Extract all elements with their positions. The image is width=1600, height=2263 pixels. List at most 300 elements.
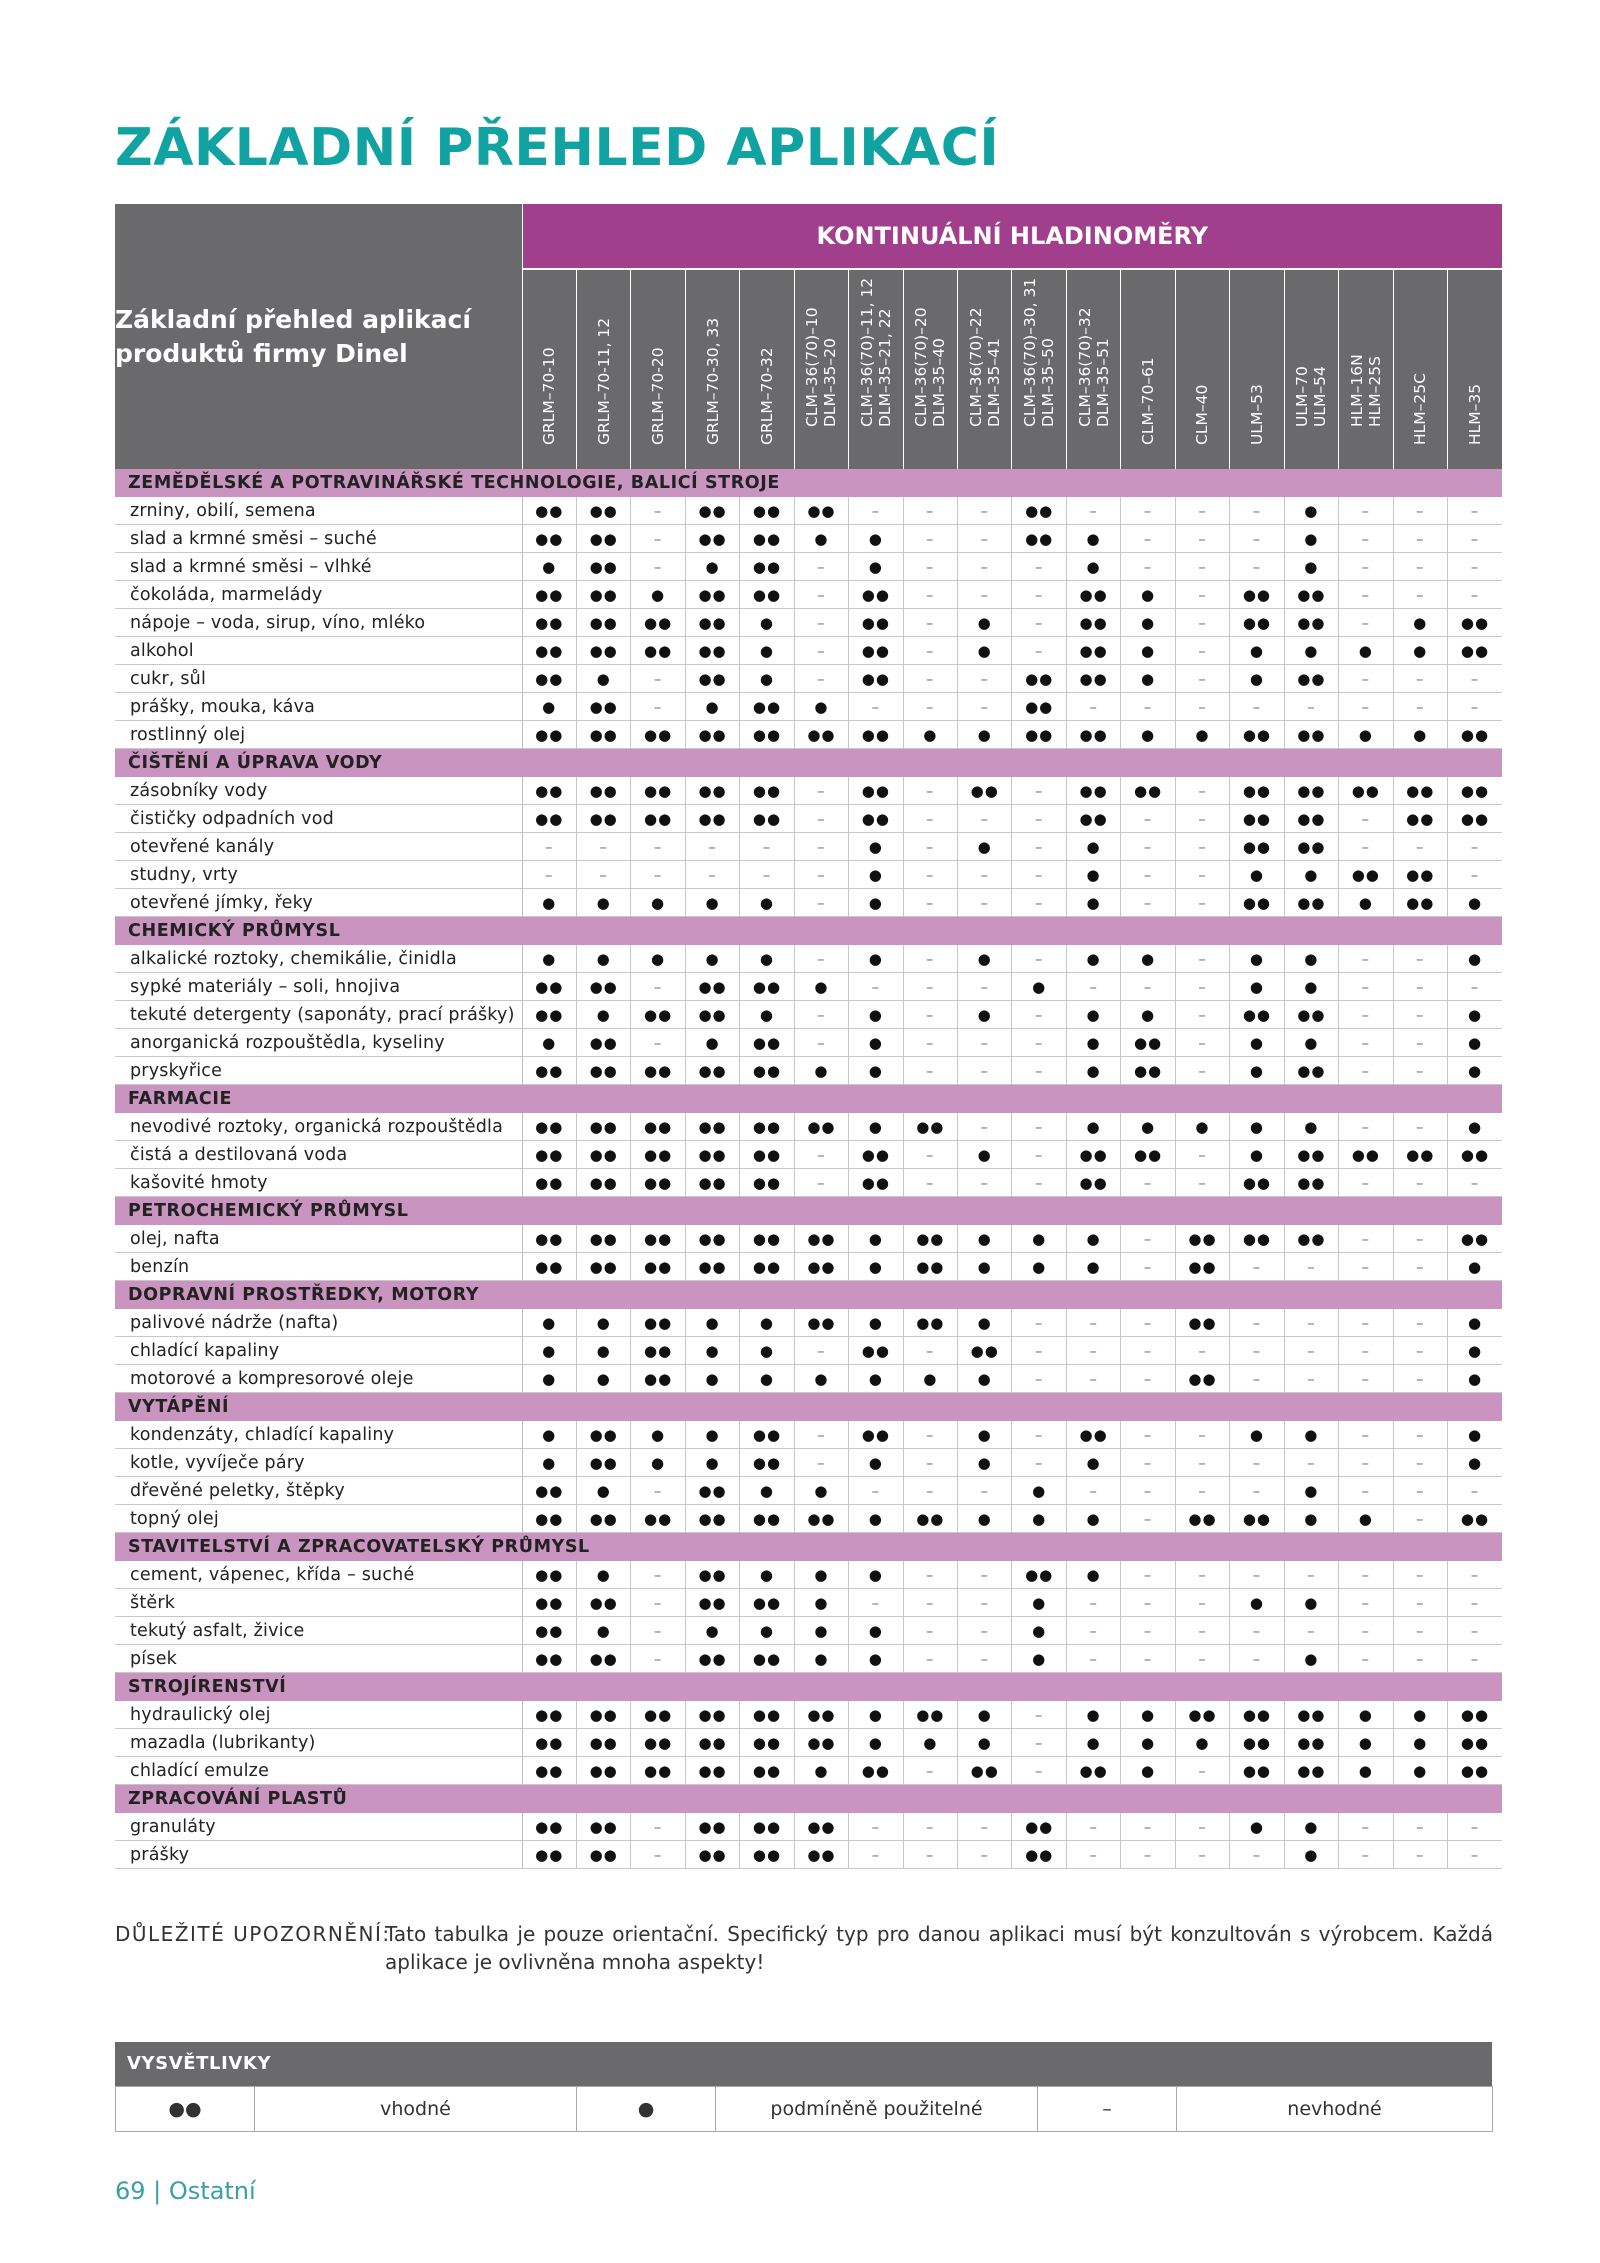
suitability-cell: ●● bbox=[849, 1757, 903, 1785]
suitability-cell: – bbox=[1393, 693, 1447, 721]
suitability-cell: – bbox=[576, 833, 630, 861]
column-header bbox=[1339, 269, 1393, 469]
suitability-cell: ● bbox=[740, 637, 794, 665]
suitability-cell: – bbox=[1447, 973, 1502, 1001]
suitability-cell: ●● bbox=[576, 1029, 630, 1057]
suitability-cell: – bbox=[1339, 1561, 1393, 1589]
suitability-cell: ●● bbox=[1284, 1225, 1338, 1253]
suitability-cell: – bbox=[1175, 945, 1229, 973]
suitability-cell: – bbox=[1393, 973, 1447, 1001]
suitability-cell: ● bbox=[1230, 945, 1284, 973]
suitability-cell: ● bbox=[631, 1449, 685, 1477]
suitability-cell: ● bbox=[849, 945, 903, 973]
suitability-cell: ● bbox=[1447, 1421, 1502, 1449]
suitability-cell: ●● bbox=[1066, 637, 1120, 665]
suitability-cell: ● bbox=[1121, 581, 1175, 609]
suitability-cell: ●● bbox=[740, 497, 794, 525]
suitability-cell: ●● bbox=[1066, 1141, 1120, 1169]
application-name: dřevěné peletky, štěpky bbox=[115, 1477, 522, 1505]
suitability-cell: – bbox=[1230, 525, 1284, 553]
column-header bbox=[849, 269, 903, 469]
suitability-cell: – bbox=[958, 1477, 1012, 1505]
suitability-cell: ● bbox=[1447, 1365, 1502, 1393]
application-name: rostlinný olej bbox=[115, 721, 522, 749]
suitability-cell: – bbox=[1230, 1617, 1284, 1645]
section-title: DOPRAVNÍ PROSTŘEDKY, MOTORY bbox=[115, 1281, 1502, 1310]
suitability-cell: – bbox=[631, 693, 685, 721]
table-row bbox=[115, 1141, 1502, 1169]
section-header-row bbox=[115, 469, 1502, 497]
suitability-cell: – bbox=[794, 1001, 848, 1029]
suitability-cell: – bbox=[631, 1029, 685, 1057]
suitability-cell: ●● bbox=[1230, 609, 1284, 637]
suitability-cell: ●● bbox=[685, 1589, 739, 1617]
suitability-cell: ●● bbox=[631, 609, 685, 637]
suitability-cell: – bbox=[794, 1029, 848, 1057]
suitability-cell: ●● bbox=[1121, 777, 1175, 805]
suitability-cell: ● bbox=[794, 1057, 848, 1085]
suitability-cell: ● bbox=[1447, 1309, 1502, 1337]
suitability-cell: ●● bbox=[849, 1337, 903, 1365]
suitability-cell: ●● bbox=[576, 1589, 630, 1617]
suitability-cell: – bbox=[903, 1057, 957, 1085]
suitability-cell: ●● bbox=[1284, 889, 1338, 917]
suitability-cell: – bbox=[1121, 1617, 1175, 1645]
suitability-cell: – bbox=[1447, 525, 1502, 553]
suitability-cell: ●● bbox=[1393, 889, 1447, 917]
suitability-cell: – bbox=[903, 861, 957, 889]
suitability-cell: ● bbox=[1121, 1757, 1175, 1785]
suitability-cell: – bbox=[1393, 1477, 1447, 1505]
column-header bbox=[576, 269, 630, 469]
suitability-cell: – bbox=[631, 861, 685, 889]
suitability-cell: ● bbox=[794, 1477, 848, 1505]
suitability-cell: ● bbox=[1447, 945, 1502, 973]
suitability-cell: ● bbox=[849, 1309, 903, 1337]
suitability-cell: – bbox=[1175, 1645, 1229, 1673]
suitability-cell: ● bbox=[1230, 637, 1284, 665]
column-header-line: GRLM–70-32 bbox=[757, 347, 776, 445]
suitability-cell: ●● bbox=[1230, 1757, 1284, 1785]
suitability-cell: ●● bbox=[576, 1421, 630, 1449]
suitability-cell: ●● bbox=[958, 777, 1012, 805]
column-header bbox=[903, 269, 957, 469]
suitability-cell: – bbox=[1012, 945, 1066, 973]
column-header-label bbox=[1139, 357, 1157, 445]
table-row bbox=[115, 1701, 1502, 1729]
suitability-cell: – bbox=[1393, 1253, 1447, 1281]
suitability-cell: – bbox=[1121, 1365, 1175, 1393]
suitability-cell: – bbox=[631, 665, 685, 693]
suitability-cell: ● bbox=[1175, 721, 1229, 749]
suitability-cell: ●● bbox=[1284, 1169, 1338, 1197]
suitability-cell: ● bbox=[740, 1365, 794, 1393]
application-name: studny, vrty bbox=[115, 861, 522, 889]
suitability-cell: – bbox=[1339, 945, 1393, 973]
suitability-cell: ●● bbox=[631, 1729, 685, 1757]
suitability-cell: – bbox=[1121, 1477, 1175, 1505]
suitability-cell: – bbox=[794, 609, 848, 637]
suitability-cell: – bbox=[794, 665, 848, 693]
suitability-cell: ●● bbox=[1012, 1841, 1066, 1869]
suitability-cell: – bbox=[1175, 861, 1229, 889]
suitability-cell: – bbox=[631, 1561, 685, 1589]
suitability-cell: – bbox=[1339, 1337, 1393, 1365]
suitability-cell: ● bbox=[522, 1449, 576, 1477]
column-header-line: CLM–40 bbox=[1193, 384, 1212, 445]
column-header-line: GRLM–70-20 bbox=[649, 347, 668, 445]
application-name: sypké materiály – soli, hnojiva bbox=[115, 973, 522, 1001]
suitability-cell: ● bbox=[1284, 1113, 1338, 1141]
suitability-cell: ●● bbox=[522, 1645, 576, 1673]
suitability-cell: ● bbox=[1066, 1701, 1120, 1729]
suitability-cell: – bbox=[1175, 777, 1229, 805]
application-name: čokoláda, marmelády bbox=[115, 581, 522, 609]
column-header bbox=[685, 269, 739, 469]
suitability-cell: ● bbox=[1339, 1757, 1393, 1785]
suitability-cell: – bbox=[1012, 1029, 1066, 1057]
suitability-cell: ● bbox=[849, 1365, 903, 1393]
section-title: ČIŠTĚNÍ A ÚPRAVA VODY bbox=[115, 749, 1502, 778]
suitability-cell: ● bbox=[1066, 1113, 1120, 1141]
column-header-label bbox=[649, 347, 667, 445]
suitability-cell: ●● bbox=[1284, 1701, 1338, 1729]
application-name: tekutý asfalt, živice bbox=[115, 1617, 522, 1645]
suitability-cell: ●● bbox=[631, 1225, 685, 1253]
suitability-cell: – bbox=[1012, 1057, 1066, 1085]
suitability-cell: ●● bbox=[794, 1253, 848, 1281]
application-name: cement, vápenec, křída – suché bbox=[115, 1561, 522, 1589]
suitability-cell: ●● bbox=[685, 497, 739, 525]
suitability-cell: ●● bbox=[522, 1589, 576, 1617]
suitability-cell: ● bbox=[1066, 1029, 1120, 1057]
suitability-cell: ●● bbox=[1393, 861, 1447, 889]
suitability-cell: ● bbox=[849, 1113, 903, 1141]
suitability-cell: ● bbox=[1012, 1645, 1066, 1673]
suitability-cell: – bbox=[1339, 833, 1393, 861]
suitability-cell: – bbox=[1175, 1029, 1229, 1057]
column-header bbox=[1284, 269, 1338, 469]
suitability-cell: ●● bbox=[1066, 805, 1120, 833]
suitability-cell: ● bbox=[1066, 1057, 1120, 1085]
suitability-cell: ● bbox=[1447, 1113, 1502, 1141]
suitability-cell: ● bbox=[1339, 1505, 1393, 1533]
suitability-cell: – bbox=[1230, 553, 1284, 581]
column-header-line: CLM–36(70)–30, 31 bbox=[1021, 277, 1040, 427]
suitability-cell: ● bbox=[1230, 1141, 1284, 1169]
suitability-cell: ●● bbox=[1339, 1141, 1393, 1169]
suitability-cell: ● bbox=[522, 693, 576, 721]
suitability-cell: ●● bbox=[685, 1841, 739, 1869]
suitability-cell: ●● bbox=[685, 1729, 739, 1757]
suitability-cell: ● bbox=[740, 1001, 794, 1029]
suitability-cell: ● bbox=[849, 833, 903, 861]
suitability-cell: ●● bbox=[1447, 721, 1502, 749]
suitability-cell: ● bbox=[958, 1365, 1012, 1393]
suitability-cell: – bbox=[631, 833, 685, 861]
suitability-cell: ●● bbox=[740, 1141, 794, 1169]
suitability-cell: – bbox=[903, 945, 957, 973]
suitability-cell: – bbox=[740, 861, 794, 889]
column-header-line: HLM–25S bbox=[1365, 356, 1384, 427]
suitability-cell: ● bbox=[1066, 861, 1120, 889]
suitability-cell: – bbox=[1121, 833, 1175, 861]
suitability-cell: ●● bbox=[849, 721, 903, 749]
suitability-cell: – bbox=[958, 889, 1012, 917]
suitability-cell: ●● bbox=[522, 777, 576, 805]
suitability-cell: – bbox=[1175, 1337, 1229, 1365]
suitability-cell: ● bbox=[849, 889, 903, 917]
suitability-cell: ● bbox=[849, 861, 903, 889]
suitability-cell: ●● bbox=[522, 1477, 576, 1505]
suitability-cell: – bbox=[1339, 1421, 1393, 1449]
suitability-cell: ●● bbox=[1175, 1253, 1229, 1281]
suitability-cell: ●● bbox=[849, 1169, 903, 1197]
column-header-line: GRLM–70-10 bbox=[540, 347, 559, 445]
legend-row bbox=[116, 2087, 1493, 2132]
suitability-cell: – bbox=[1175, 973, 1229, 1001]
suitability-cell: ●● bbox=[1066, 1421, 1120, 1449]
suitability-cell: – bbox=[958, 581, 1012, 609]
application-name: kondenzáty, chladící kapaliny bbox=[115, 1421, 522, 1449]
suitability-cell: – bbox=[1012, 553, 1066, 581]
suitability-cell: – bbox=[1121, 805, 1175, 833]
suitability-cell: ●● bbox=[740, 1505, 794, 1533]
suitability-cell: ●● bbox=[631, 1337, 685, 1365]
suitability-cell: – bbox=[1012, 805, 1066, 833]
suitability-cell: ●● bbox=[522, 1757, 576, 1785]
table-row bbox=[115, 1729, 1502, 1757]
suitability-cell: ●● bbox=[685, 1057, 739, 1085]
suitability-cell: ●● bbox=[576, 1701, 630, 1729]
suitability-cell: ●● bbox=[1230, 1169, 1284, 1197]
suitability-cell: – bbox=[1012, 609, 1066, 637]
suitability-cell: ●● bbox=[740, 1813, 794, 1841]
suitability-cell: ●● bbox=[740, 805, 794, 833]
suitability-cell: – bbox=[1339, 1477, 1393, 1505]
suitability-cell: ●● bbox=[1230, 1701, 1284, 1729]
suitability-cell: ● bbox=[958, 609, 1012, 637]
suitability-cell: ● bbox=[1284, 1421, 1338, 1449]
section-title: STAVITELSTVÍ A ZPRACOVATELSKÝ PRŮMYSL bbox=[115, 1533, 1502, 1562]
suitability-cell: – bbox=[1230, 1365, 1284, 1393]
suitability-cell: ● bbox=[958, 833, 1012, 861]
application-table bbox=[115, 204, 1502, 1869]
suitability-cell: – bbox=[685, 833, 739, 861]
suitability-cell: ●● bbox=[740, 553, 794, 581]
suitability-cell: ● bbox=[1284, 1589, 1338, 1617]
suitability-cell: ● bbox=[849, 553, 903, 581]
table-row bbox=[115, 1365, 1502, 1393]
suitability-cell: ●● bbox=[1284, 1757, 1338, 1785]
suitability-cell: ●● bbox=[1447, 1729, 1502, 1757]
suitability-cell: ●● bbox=[522, 721, 576, 749]
legend-title: VYSVĚTLIVKY bbox=[115, 2042, 1492, 2086]
suitability-cell: – bbox=[1447, 1645, 1502, 1673]
suitability-cell: ● bbox=[1339, 637, 1393, 665]
suitability-cell: ●● bbox=[849, 609, 903, 637]
suitability-cell: ●● bbox=[1012, 1561, 1066, 1589]
column-header bbox=[1230, 269, 1284, 469]
suitability-cell: – bbox=[1012, 1421, 1066, 1449]
suitability-cell: – bbox=[1447, 1169, 1502, 1197]
suitability-cell: ●● bbox=[576, 1253, 630, 1281]
column-header-line: HLM–35 bbox=[1466, 383, 1485, 445]
suitability-cell: – bbox=[1175, 1421, 1229, 1449]
suitability-cell: ● bbox=[794, 1589, 848, 1617]
suitability-cell: – bbox=[1230, 1309, 1284, 1337]
suitability-cell: – bbox=[1447, 1477, 1502, 1505]
suitability-cell: ● bbox=[1230, 973, 1284, 1001]
suitability-cell: ●● bbox=[1447, 777, 1502, 805]
suitability-cell: – bbox=[1447, 861, 1502, 889]
suitability-cell: – bbox=[1066, 1477, 1120, 1505]
suitability-cell: ● bbox=[1121, 665, 1175, 693]
suitability-cell: ●● bbox=[576, 721, 630, 749]
column-header-line: CLM–70–61 bbox=[1139, 357, 1158, 445]
section-header-row bbox=[115, 1393, 1502, 1422]
table-row bbox=[115, 1449, 1502, 1477]
suitability-cell: – bbox=[1447, 1813, 1502, 1841]
suitability-cell: ● bbox=[576, 1337, 630, 1365]
suitability-cell: ●● bbox=[522, 525, 576, 553]
suitability-cell: – bbox=[1066, 1841, 1120, 1869]
table-row bbox=[115, 861, 1502, 889]
column-header-label bbox=[803, 307, 839, 427]
suitability-cell: – bbox=[903, 581, 957, 609]
suitability-cell: ● bbox=[1012, 1617, 1066, 1645]
suitability-cell: – bbox=[958, 1561, 1012, 1589]
table-row bbox=[115, 945, 1502, 973]
suitability-cell: ●● bbox=[522, 1253, 576, 1281]
suitability-cell: ● bbox=[1284, 525, 1338, 553]
legend-label-conditional: podmíněně použitelné bbox=[716, 2087, 1038, 2132]
suitability-cell: ●● bbox=[1012, 497, 1066, 525]
suitability-cell: ● bbox=[1339, 1729, 1393, 1757]
suitability-cell: – bbox=[1121, 1169, 1175, 1197]
suitability-cell: ●● bbox=[631, 1365, 685, 1393]
suitability-cell: ● bbox=[1339, 1701, 1393, 1729]
suitability-cell: – bbox=[1121, 1589, 1175, 1617]
column-header-label bbox=[1248, 384, 1266, 445]
suitability-cell: ● bbox=[1230, 1813, 1284, 1841]
suitability-cell: – bbox=[1393, 1309, 1447, 1337]
table-row bbox=[115, 1057, 1502, 1085]
suitability-cell: ●● bbox=[1339, 861, 1393, 889]
suitability-cell: ●● bbox=[1230, 1505, 1284, 1533]
suitability-cell: – bbox=[1175, 581, 1229, 609]
suitability-cell: – bbox=[1012, 1449, 1066, 1477]
suitability-cell: ● bbox=[1393, 1757, 1447, 1785]
application-name: slad a krmné směsi – vlhké bbox=[115, 553, 522, 581]
table-row bbox=[115, 805, 1502, 833]
legend-symbol-unsuitable: – bbox=[1038, 2087, 1177, 2132]
suitability-cell: ●● bbox=[740, 1113, 794, 1141]
suitability-cell: – bbox=[794, 1449, 848, 1477]
suitability-cell: ● bbox=[794, 1645, 848, 1673]
suitability-cell: – bbox=[849, 497, 903, 525]
suitability-cell: ●● bbox=[522, 1841, 576, 1869]
suitability-cell: – bbox=[958, 1113, 1012, 1141]
suitability-cell: ● bbox=[576, 1001, 630, 1029]
section-header-row bbox=[115, 1197, 1502, 1226]
application-name: chladící emulze bbox=[115, 1757, 522, 1785]
suitability-cell: ● bbox=[576, 1309, 630, 1337]
suitability-cell: – bbox=[1339, 1841, 1393, 1869]
suitability-cell: – bbox=[1012, 1701, 1066, 1729]
suitability-cell: ●● bbox=[685, 777, 739, 805]
suitability-cell: ●● bbox=[740, 1225, 794, 1253]
suitability-cell: – bbox=[903, 525, 957, 553]
application-name: prášky, mouka, káva bbox=[115, 693, 522, 721]
table-row bbox=[115, 1225, 1502, 1253]
section-title: ZPRACOVÁNÍ PLASTŮ bbox=[115, 1785, 1502, 1814]
table-row bbox=[115, 1617, 1502, 1645]
suitability-cell: ● bbox=[1066, 1561, 1120, 1589]
application-name: cukr, sůl bbox=[115, 665, 522, 693]
suitability-cell: – bbox=[1175, 1841, 1229, 1869]
suitability-cell: – bbox=[903, 889, 957, 917]
suitability-cell: ●● bbox=[849, 581, 903, 609]
suitability-cell: – bbox=[794, 581, 848, 609]
suitability-cell: ● bbox=[958, 637, 1012, 665]
suitability-cell: ●● bbox=[1012, 525, 1066, 553]
table-row bbox=[115, 553, 1502, 581]
suitability-cell: – bbox=[1012, 833, 1066, 861]
suitability-cell: ● bbox=[958, 721, 1012, 749]
table-row bbox=[115, 497, 1502, 525]
suitability-cell: – bbox=[1393, 1421, 1447, 1449]
suitability-cell: – bbox=[903, 609, 957, 637]
suitability-cell: – bbox=[1121, 1645, 1175, 1673]
application-name: čističky odpadních vod bbox=[115, 805, 522, 833]
suitability-cell: ●● bbox=[576, 1113, 630, 1141]
suitability-cell: ●● bbox=[958, 1757, 1012, 1785]
suitability-cell: ●● bbox=[576, 1141, 630, 1169]
suitability-cell: – bbox=[1447, 497, 1502, 525]
suitability-cell: – bbox=[849, 1589, 903, 1617]
suitability-cell: ●● bbox=[685, 525, 739, 553]
group-header: KONTINUÁLNÍ HLADINOMĚRY bbox=[522, 204, 1502, 269]
suitability-cell: ●● bbox=[1066, 777, 1120, 805]
table-row bbox=[115, 1029, 1502, 1057]
section-header-row bbox=[115, 749, 1502, 778]
table-row bbox=[115, 637, 1502, 665]
suitability-cell: ●● bbox=[522, 1505, 576, 1533]
application-name: zrniny, obilí, semena bbox=[115, 497, 522, 525]
suitability-cell: – bbox=[1230, 1645, 1284, 1673]
suitability-cell: – bbox=[1230, 497, 1284, 525]
legend bbox=[115, 2042, 1492, 2132]
suitability-cell: ● bbox=[849, 1225, 903, 1253]
suitability-cell: ●● bbox=[1284, 777, 1338, 805]
suitability-cell: ●● bbox=[1230, 833, 1284, 861]
suitability-cell: ●● bbox=[794, 721, 848, 749]
suitability-cell: ● bbox=[685, 1309, 739, 1337]
suitability-cell: ●● bbox=[740, 973, 794, 1001]
suitability-cell: – bbox=[1175, 1561, 1229, 1589]
suitability-cell: ●● bbox=[576, 1225, 630, 1253]
suitability-cell: ● bbox=[958, 1253, 1012, 1281]
suitability-cell: ● bbox=[849, 1617, 903, 1645]
suitability-cell: ●● bbox=[740, 1169, 794, 1197]
section-title: STROJÍRENSTVÍ bbox=[115, 1673, 1502, 1702]
suitability-cell: – bbox=[1339, 497, 1393, 525]
suitability-cell: – bbox=[1175, 1589, 1229, 1617]
section-header-row bbox=[115, 1533, 1502, 1562]
suitability-cell: – bbox=[631, 525, 685, 553]
suitability-cell: – bbox=[958, 973, 1012, 1001]
